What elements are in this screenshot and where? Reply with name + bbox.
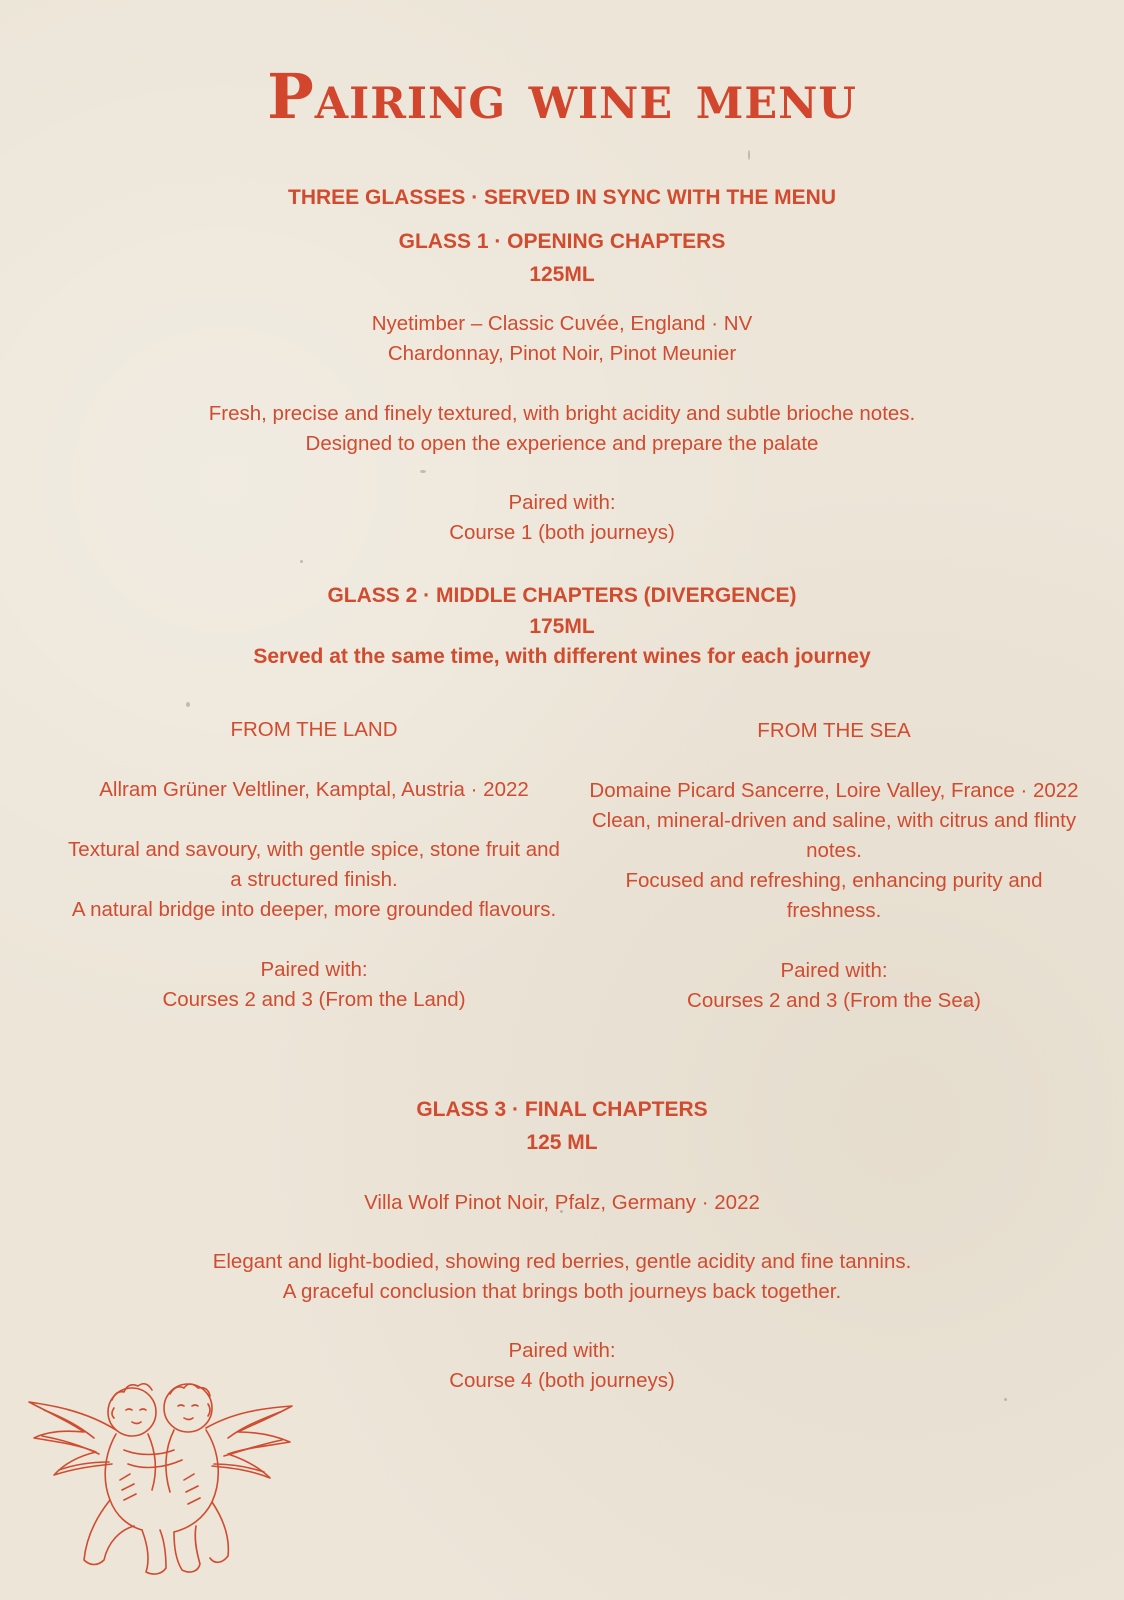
page-title: Pairing wine menu xyxy=(267,60,857,133)
glass1-volume: 125ML xyxy=(529,263,595,286)
sea-description-2: Focused and refreshing, enhancing purity and freshness. xyxy=(625,869,1043,922)
land-wine: Allram Grüner Veltliner, Kamptal, Austria · 2022 xyxy=(99,778,529,801)
sea-paired-label: Paired with: xyxy=(780,959,888,982)
land-paired-label: Paired with: xyxy=(260,958,368,981)
land-description-2: A natural bridge into deeper, more grounded flavours. xyxy=(71,898,557,921)
glass1-heading: GLASS 1 · OPENING CHAPTERS xyxy=(398,230,726,253)
glass1-grapes: Chardonnay, Pinot Noir, Pinot Meunier xyxy=(387,342,737,365)
sea-paired: Courses 2 and 3 (From the Sea) xyxy=(687,989,981,1012)
land-column xyxy=(64,715,564,1015)
glass3-paired: Course 4 (both journeys) xyxy=(449,1369,675,1392)
land-description-1: Textural and savoury, with gentle spice, stone fruit and a structured finish. xyxy=(68,838,560,891)
glass2-volume: 175ML xyxy=(529,615,595,638)
cherubs-illustration xyxy=(24,1360,300,1580)
glass3-wine: Villa Wolf Pinot Noir, Pfalz, Germany · 2022 xyxy=(364,1191,760,1214)
sea-label: FROM THE SEA xyxy=(757,719,911,742)
sea-column xyxy=(586,716,1082,1016)
glass1-paired-label: Paired with: xyxy=(508,491,616,514)
sea-description-1: Clean, mineral-driven and saline, with citrus and flinty notes. xyxy=(591,809,1077,862)
glass3-volume: 125 ML xyxy=(526,1131,598,1154)
glass1-wine: Nyetimber – Classic Cuvée, England · NV xyxy=(371,312,753,335)
land-paired: Courses 2 and 3 (From the Land) xyxy=(162,988,466,1011)
subtitle: THREE GLASSES · SERVED IN SYNC WITH THE MENU xyxy=(288,186,836,209)
glass3-heading: GLASS 3 · FINAL CHAPTERS xyxy=(416,1098,708,1121)
glass2-heading: GLASS 2 · MIDDLE CHAPTERS (DIVERGENCE) xyxy=(327,584,797,607)
glass2-note: Served at the same time, with different wines for each journey xyxy=(253,645,871,668)
glass1-description-1: Fresh, precise and finely textured, with bright acidity and subtle brioche notes. xyxy=(208,402,916,425)
glass3-description-1: Elegant and light-bodied, showing red berries, gentle acidity and fine tannins. xyxy=(212,1250,912,1273)
glass1-paired: Course 1 (both journeys) xyxy=(449,521,675,544)
land-label: FROM THE LAND xyxy=(230,718,398,741)
glass1-description-2: Designed to open the experience and prepare the palate xyxy=(305,432,819,455)
sea-wine: Domaine Picard Sancerre, Loire Valley, France · 2022 xyxy=(589,779,1079,802)
glass3-paired-label: Paired with: xyxy=(508,1339,616,1362)
glass3-description-2: A graceful conclusion that brings both journeys back together. xyxy=(282,1280,842,1303)
